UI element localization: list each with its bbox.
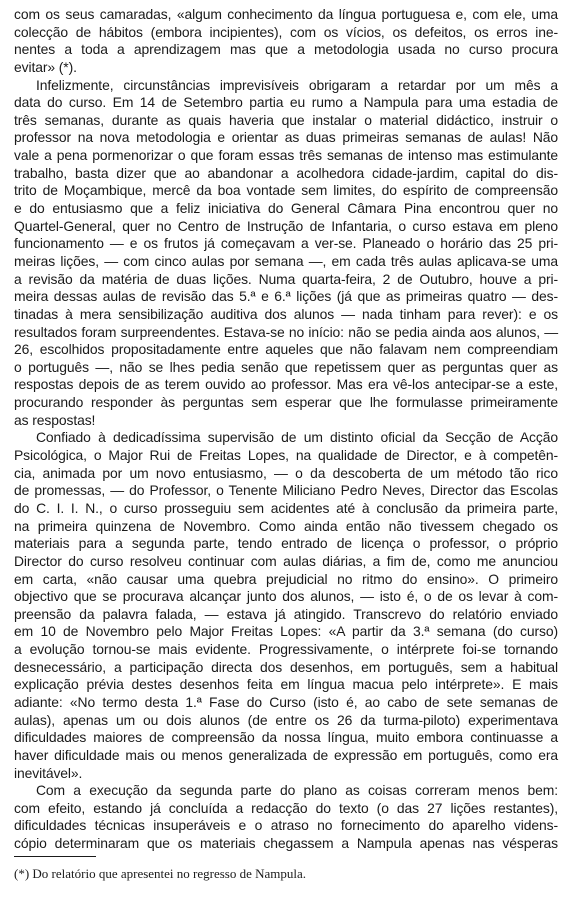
text-line: vale a pena pormenorizar o que foram essas três semanas de intenso mas estimulante	[14, 147, 558, 164]
text-line: procurando responder às perguntas sem esperar que lhe formulasse primeiramente	[14, 394, 558, 411]
text-line: respostas depois de as terem ouvido ao professor. Mas era vê-los antecipar-se a este,	[14, 376, 558, 393]
text-line: inevitável».	[14, 764, 83, 781]
text-line: trabalho, basta dizer que ao abandonar a acolhedora cidade-jardim, capital do dis-	[14, 164, 558, 181]
text-line: explicação prévia destes desenhos feita em língua macua pelo intérprete». E mais	[14, 676, 558, 693]
text-line: e do entusiasmo que a feliz iniciativa do General Câmara Pina encontrou quer no	[14, 200, 558, 217]
text-line: com efeito, estando já concluída a redacção do texto (o das 27 lições restantes),	[14, 799, 558, 816]
text-line: haver dificuldade mais ou menos generalizada de expressão em português, como era	[14, 746, 558, 763]
text-line: desnecessário, a participação directa dos desenhos, em português, sem a habitual	[14, 658, 558, 675]
text-line: trito de Moçambique, mercê da boa vontade sem limites, do espírito de compreensão	[14, 182, 558, 199]
text-line: data do curso. Em 14 de Setembro partia eu rumo a Nampula para uma estadia de	[14, 94, 558, 111]
text-line: 26, escolhidos propositadamente entre aqueles que não falavam nem compreendiam	[14, 341, 558, 358]
text-line: a revisão da matéria de duas lições. Numa quarta-feira, 2 de Outubro, houve a pri-	[14, 270, 558, 287]
text-line: a evolução tornou-se mais evidente. Progressivamente, o intérprete foi-se tornando	[14, 641, 558, 658]
text-line: Director do curso resolveu continuar com aulas diárias, a fim de, como me anunciou	[14, 552, 558, 569]
text-line: três semanas, durante as quais haveria que instalar o material didáctico, instruir o	[14, 111, 558, 128]
text-line: cópio determinaram que os materiais chegassem a Nampula apenas nas vésperas	[14, 835, 558, 852]
text-line: resultados foram surpreendentes. Estava-se no início: não se pedia ainda aos alunos, —	[14, 323, 558, 340]
text-line: Infelizmente, circunstâncias imprevisíveis obrigaram a retardar por um mês a	[36, 76, 558, 93]
text-line: evitar» (*).	[14, 58, 77, 75]
text-line: Confiado à dedicadíssima supervisão de um distinto oficial da Secção de Acção	[36, 429, 558, 446]
text-line: Psicológica, o Major Rui de Freitas Lopes, na qualidade de Director, e à competên-	[14, 447, 558, 464]
text-line: adiante: «No termo desta 1.ª Fase do Curso (isto é, ao cabo de sete semanas de	[14, 693, 558, 710]
footnote: (*) Do relatório que apresentei no regresso de Nampula.	[14, 866, 307, 881]
text-line: de promessas, — do Professor, o Tenente Miliciano Pedro Neves, Director das Escolas	[14, 482, 558, 499]
text-line: dificuldades maiores de compreensão da nossa língua, muito embora continuasse a	[14, 729, 558, 746]
text-line: meira dessas aulas de revisão das 5.ª e 6.ª lições (já que as primeiras quatro — des-	[14, 288, 558, 305]
body-text	[14, 6, 558, 853]
text-line: em 10 de Novembro pelo Major Freitas Lopes: «A partir da 3.ª semana (do curso)	[14, 623, 558, 640]
text-line: em carta, «não causar uma quebra prejudicial no ritmo do ensino». O primeiro	[14, 570, 558, 587]
text-line: materiais para a segunda parte, tendo entrado de licença o professor, o próprio	[14, 535, 558, 552]
text-line: do C. I. I. N., o curso prosseguiu sem acidentes até à conclusão da primeira parte,	[14, 499, 558, 516]
text-line: na primeira quinzena de Novembro. Como ainda então não tivessem chegado os	[14, 517, 558, 534]
text-line: o português —, não se lhes pedia senão que repetissem quer as perguntas quer as	[14, 358, 558, 375]
text-line: preensão da palavra falada, — estava já atingido. Transcrevo do relatório enviado	[14, 605, 558, 622]
text-line: colecção de hábitos (embora incipientes), com os vícios, os defeitos, os erros ine-	[14, 23, 558, 40]
text-line: cia, animada por um novo entusiasmo, — o da descoberta de um método tão rico	[14, 464, 558, 481]
text-line: nentes a toda a aprendizagem mas que a metodologia usada no curso procura	[14, 41, 558, 58]
text-line: Quartel-General, quer no Centro de Instrução de Infantaria, o curso estava em pleno	[14, 217, 558, 234]
text-line: objectivo que se procurava alcançar junto dos alunos, — isto é, o de os levar à com-	[14, 588, 558, 605]
text-line: aulas), apenas um ou dois alunos (de entre os 26 da turma-piloto) experimentava	[14, 711, 558, 728]
text-line: com os seus camaradas, «algum conhecimento da língua portuguesa e, com ele, uma	[14, 6, 558, 22]
footnote-divider	[14, 856, 96, 857]
text-line: Com a execução da segunda parte do plano as coisas correram menos bem:	[36, 782, 558, 799]
text-line: dificuldades técnicas insuperáveis e o atraso no fornecimento do aparelho videns-	[14, 817, 558, 834]
text-line: professor na nova metodologia e orientar as duas primeiras semanas de aulas! Não	[14, 129, 558, 146]
text-line: funcionamento — e os frutos já começavam a ver-se. Planeado o horário das 25 pri-	[14, 235, 558, 252]
text-line: as respostas!	[14, 411, 96, 428]
text-line: meiras lições, — com cinco aulas por semana —, em cada três aulas aplicava-se uma	[14, 252, 558, 269]
text-line: tinadas à mera sensibilização auditiva dos alunos — nada tinham para rever): e os	[14, 305, 558, 322]
